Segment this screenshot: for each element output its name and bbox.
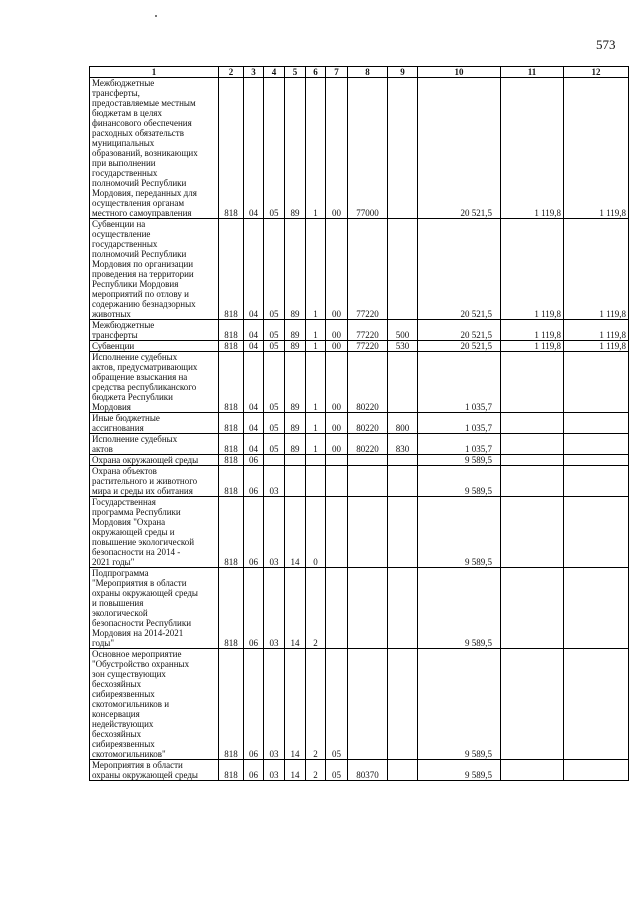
row-cell-c5: 14 [285,760,306,781]
row-cell-c10: 1 035,7 [418,413,501,434]
row-cell-c12 [564,760,629,781]
row-cell-c7: 05 [326,760,348,781]
row-cell-c10: 1 035,7 [418,434,501,455]
row-cell-c7: 00 [326,341,348,352]
row-cell-c8 [348,466,388,497]
row-name-cell: Субвенции [90,341,219,352]
row-cell-c8: 77220 [348,341,388,352]
row-cell-c8: 77000 [348,78,388,219]
row-cell-c4: 05 [264,352,285,413]
row-cell-c4 [264,455,285,466]
row-cell-c9 [388,352,418,413]
row-cell-c11 [501,568,564,649]
row-cell-c5: 14 [285,649,306,760]
row-cell-c4: 03 [264,568,285,649]
row-cell-c5: 89 [285,352,306,413]
row-cell-c11: 1 119,8 [501,341,564,352]
header-cell: 3 [244,67,264,78]
row-cell-c2: 818 [219,219,244,320]
row-cell-c6: 2 [306,568,326,649]
row-cell-c6 [306,455,326,466]
row-cell-c3: 04 [244,434,264,455]
row-name-cell: Межбюджетные трансферты [90,320,219,341]
row-cell-c9 [388,760,418,781]
row-cell-c6: 1 [306,341,326,352]
row-name-cell: Субвенции на осуществление государственных полномочий Республики Мордовия по организации проведения на территории Республики Мордовия мероприятий по отлову и содержанию безнадзорных животных [90,219,219,320]
row-cell-c10: 9 589,5 [418,466,501,497]
row-cell-c5 [285,466,306,497]
row-cell-c4: 03 [264,466,285,497]
row-cell-c3: 04 [244,219,264,320]
table-row [90,434,629,455]
row-cell-c4: 05 [264,434,285,455]
header-cell: 5 [285,67,306,78]
row-cell-c8: 77220 [348,219,388,320]
row-cell-c12: 1 119,8 [564,78,629,219]
row-cell-c9 [388,466,418,497]
row-cell-c8: 80220 [348,413,388,434]
table-row [90,413,629,434]
row-name-cell: Исполнение судебных актов, предусматривающих обращение взыскания на средства республиканского бюджета Республики Мордовия [90,352,219,413]
table-row [90,466,629,497]
header-cell: 9 [388,67,418,78]
row-cell-c12: 1 119,8 [564,341,629,352]
row-cell-c11 [501,434,564,455]
row-cell-c5: 14 [285,568,306,649]
row-name-cell: Мероприятия в области охраны окружающей среды [90,760,219,781]
row-name-cell: Государственная программа Республики Мордовия "Охрана окружающей среды и повышение экологической безопасности на 2014 - 2021 годы" [90,497,219,568]
row-cell-c10: 9 589,5 [418,760,501,781]
row-cell-c8: 80220 [348,352,388,413]
row-cell-c5: 89 [285,78,306,219]
row-cell-c2: 818 [219,649,244,760]
table-row [90,341,629,352]
row-cell-c3: 04 [244,341,264,352]
row-cell-c12 [564,455,629,466]
table-row [90,352,629,413]
row-cell-c5: 89 [285,413,306,434]
row-cell-c6: 1 [306,219,326,320]
row-cell-c10: 20 521,5 [418,341,501,352]
table-row [90,760,629,781]
row-cell-c2: 818 [219,455,244,466]
row-cell-c5: 89 [285,434,306,455]
row-cell-c3: 04 [244,352,264,413]
row-cell-c9: 830 [388,434,418,455]
row-cell-c5: 14 [285,497,306,568]
table-row [90,497,629,568]
row-cell-c10: 20 521,5 [418,78,501,219]
row-cell-c7: 00 [326,434,348,455]
row-cell-c7 [326,497,348,568]
row-cell-c12 [564,352,629,413]
row-cell-c9: 800 [388,413,418,434]
row-cell-c4: 03 [264,760,285,781]
row-cell-c3: 06 [244,760,264,781]
row-cell-c6: 0 [306,497,326,568]
row-cell-c3: 04 [244,320,264,341]
row-cell-c4: 05 [264,78,285,219]
row-cell-c7 [326,455,348,466]
row-cell-c3: 06 [244,568,264,649]
row-cell-c11 [501,760,564,781]
row-cell-c12: 1 119,8 [564,320,629,341]
header-cell: 12 [564,67,629,78]
row-cell-c6: 1 [306,78,326,219]
row-name-cell: Основное мероприятие "Обустройство охранных зон существующих бесхозяйных сибиреязвенных скотомогильников и консервация недействующих бесхозяйных сибиреязвенных скотомогильников" [90,649,219,760]
table-row [90,649,629,760]
row-cell-c9 [388,568,418,649]
row-cell-c7: 05 [326,649,348,760]
row-cell-c12: 1 119,8 [564,219,629,320]
row-cell-c10: 20 521,5 [418,219,501,320]
row-cell-c6: 1 [306,434,326,455]
header-cell: 1 [90,67,219,78]
row-cell-c2: 818 [219,760,244,781]
row-cell-c5 [285,455,306,466]
row-cell-c9 [388,497,418,568]
row-cell-c10: 9 589,5 [418,649,501,760]
row-cell-c2: 818 [219,320,244,341]
row-cell-c12 [564,497,629,568]
header-cell: 6 [306,67,326,78]
row-cell-c9 [388,455,418,466]
row-cell-c8 [348,568,388,649]
row-cell-c8 [348,649,388,760]
row-name-cell: Охрана объектов растительного и животного мира и среды их обитания [90,466,219,497]
row-cell-c3: 06 [244,455,264,466]
row-cell-c7: 00 [326,219,348,320]
row-cell-c10: 1 035,7 [418,352,501,413]
row-cell-c11 [501,466,564,497]
row-cell-c2: 818 [219,466,244,497]
row-cell-c3: 06 [244,466,264,497]
row-cell-c2: 818 [219,78,244,219]
row-cell-c12 [564,413,629,434]
header-row [90,67,629,78]
page-number: 573 [596,37,616,52]
row-cell-c2: 818 [219,568,244,649]
row-name-cell: Иные бюджетные ассигнования [90,413,219,434]
row-cell-c7: 00 [326,352,348,413]
row-cell-c9: 530 [388,341,418,352]
row-cell-c8: 77220 [348,320,388,341]
row-cell-c7 [326,466,348,497]
header-cell: 2 [219,67,244,78]
table-row [90,320,629,341]
header-cell: 10 [418,67,501,78]
row-cell-c7: 00 [326,413,348,434]
row-cell-c3: 04 [244,413,264,434]
row-cell-c11: 1 119,8 [501,219,564,320]
row-cell-c8 [348,455,388,466]
row-cell-c10: 20 521,5 [418,320,501,341]
row-cell-c6: 2 [306,649,326,760]
table-row [90,455,629,466]
row-cell-c8 [348,497,388,568]
row-cell-c12 [564,568,629,649]
row-cell-c10: 9 589,5 [418,497,501,568]
row-cell-c2: 818 [219,434,244,455]
row-cell-c12 [564,466,629,497]
header-cell: 11 [501,67,564,78]
row-cell-c12 [564,434,629,455]
row-name-cell: Межбюджетные трансферты, предоставляемые местным бюджетам в целях финансового обеспечения расходных обязательств муниципальных образований, возникающих при выполнении государственных полномочий Республики Мордовия, переданных для осуществления органам местного самоуправления [90,78,219,219]
row-cell-c6: 1 [306,352,326,413]
row-cell-c4: 03 [264,649,285,760]
row-cell-c11 [501,497,564,568]
row-name-cell: Исполнение судебных актов [90,434,219,455]
row-cell-c9 [388,649,418,760]
row-cell-c8: 80370 [348,760,388,781]
header-cell: 4 [264,67,285,78]
row-cell-c4: 05 [264,413,285,434]
row-cell-c3: 04 [244,78,264,219]
row-cell-c6 [306,466,326,497]
row-name-cell: Охрана окружающей среды [90,455,219,466]
row-cell-c4: 03 [264,497,285,568]
row-cell-c9: 500 [388,320,418,341]
row-cell-c11 [501,352,564,413]
table-row [90,78,629,219]
row-cell-c10: 9 589,5 [418,568,501,649]
row-cell-c6: 1 [306,320,326,341]
row-cell-c8: 80220 [348,434,388,455]
row-cell-c5: 89 [285,320,306,341]
table-row [90,219,629,320]
row-name-cell: Подпрограмма "Мероприятия в области охраны окружающей среды и повышения экологической безопасности Республики Мордовия на 2014-2021 годы" [90,568,219,649]
row-cell-c11 [501,455,564,466]
row-cell-c11 [501,413,564,434]
row-cell-c4: 05 [264,320,285,341]
row-cell-c7: 00 [326,78,348,219]
row-cell-c5: 89 [285,219,306,320]
row-cell-c10: 9 589,5 [418,455,501,466]
budget-table [89,66,629,781]
row-cell-c3: 06 [244,649,264,760]
row-cell-c2: 818 [219,413,244,434]
row-cell-c2: 818 [219,341,244,352]
row-cell-c9 [388,219,418,320]
row-cell-c7: 00 [326,320,348,341]
row-cell-c11: 1 119,8 [501,320,564,341]
row-cell-c12 [564,649,629,760]
row-cell-c2: 818 [219,497,244,568]
row-cell-c4: 05 [264,341,285,352]
table-row [90,568,629,649]
row-cell-c11 [501,649,564,760]
header-cell: 8 [348,67,388,78]
row-cell-c7 [326,568,348,649]
row-cell-c4: 05 [264,219,285,320]
row-cell-c6: 2 [306,760,326,781]
row-cell-c5: 89 [285,341,306,352]
row-cell-c9 [388,78,418,219]
row-cell-c11: 1 119,8 [501,78,564,219]
scan-speck [155,15,157,17]
row-cell-c2: 818 [219,352,244,413]
header-cell: 7 [326,67,348,78]
row-cell-c6: 1 [306,413,326,434]
row-cell-c3: 06 [244,497,264,568]
